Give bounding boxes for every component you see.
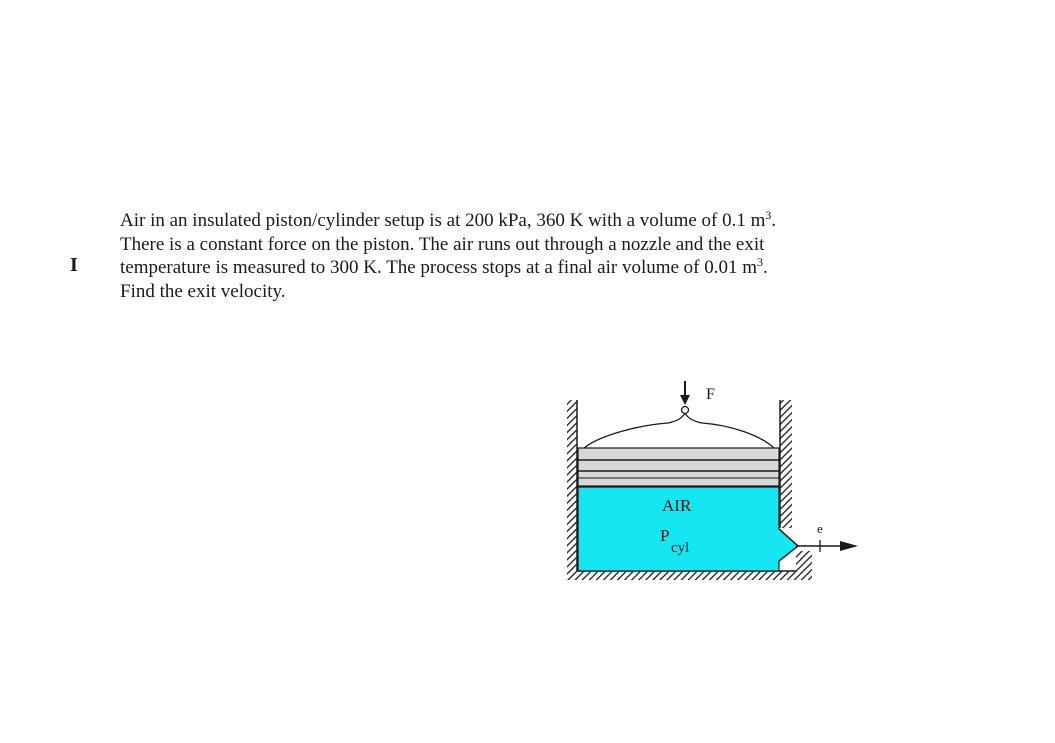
force-ring <box>682 407 689 414</box>
problem-line-text: There is a constant force on the piston. The air runs out through a nozzle and the exit <box>120 233 765 255</box>
problem-line-tail: . <box>763 257 768 278</box>
problem-line <box>120 209 920 233</box>
figure-svg <box>560 375 870 590</box>
superscript: 3 <box>757 255 764 269</box>
problem-line-tail: . <box>771 210 777 231</box>
exit-label: e <box>817 521 823 536</box>
piston <box>578 448 779 486</box>
problem-line <box>120 256 920 280</box>
problem-line-text: temperature is measured to 300 K. The process stops at a final air volume of 0.01 m <box>120 257 758 278</box>
pressure-subscript: cyl <box>671 540 690 556</box>
problem-line-text: Air in an insulated piston/cylinder setup is at 200 kPa, 360 K with a volume of 0.1 m <box>120 210 766 231</box>
air-label: AIR <box>662 496 692 515</box>
problem-line-text: Find the exit velocity. <box>120 280 286 302</box>
exit-arrow-head <box>840 541 858 551</box>
piston-cylinder-figure <box>560 375 870 590</box>
right-wall-hatch <box>780 400 792 528</box>
problem-statement <box>120 209 920 303</box>
nozzle-wall-hatch <box>796 551 812 580</box>
force-label: F <box>706 386 715 403</box>
pressure-label: P <box>660 526 670 545</box>
problem-line <box>120 233 920 257</box>
problem-number: I <box>70 254 78 276</box>
superscript: 3 <box>765 208 772 222</box>
left-wall-hatch <box>567 400 577 580</box>
force-arrow-head <box>680 395 690 405</box>
bottom-wall-hatch <box>567 571 812 580</box>
force-cord <box>584 413 774 448</box>
problem-line <box>120 280 920 304</box>
